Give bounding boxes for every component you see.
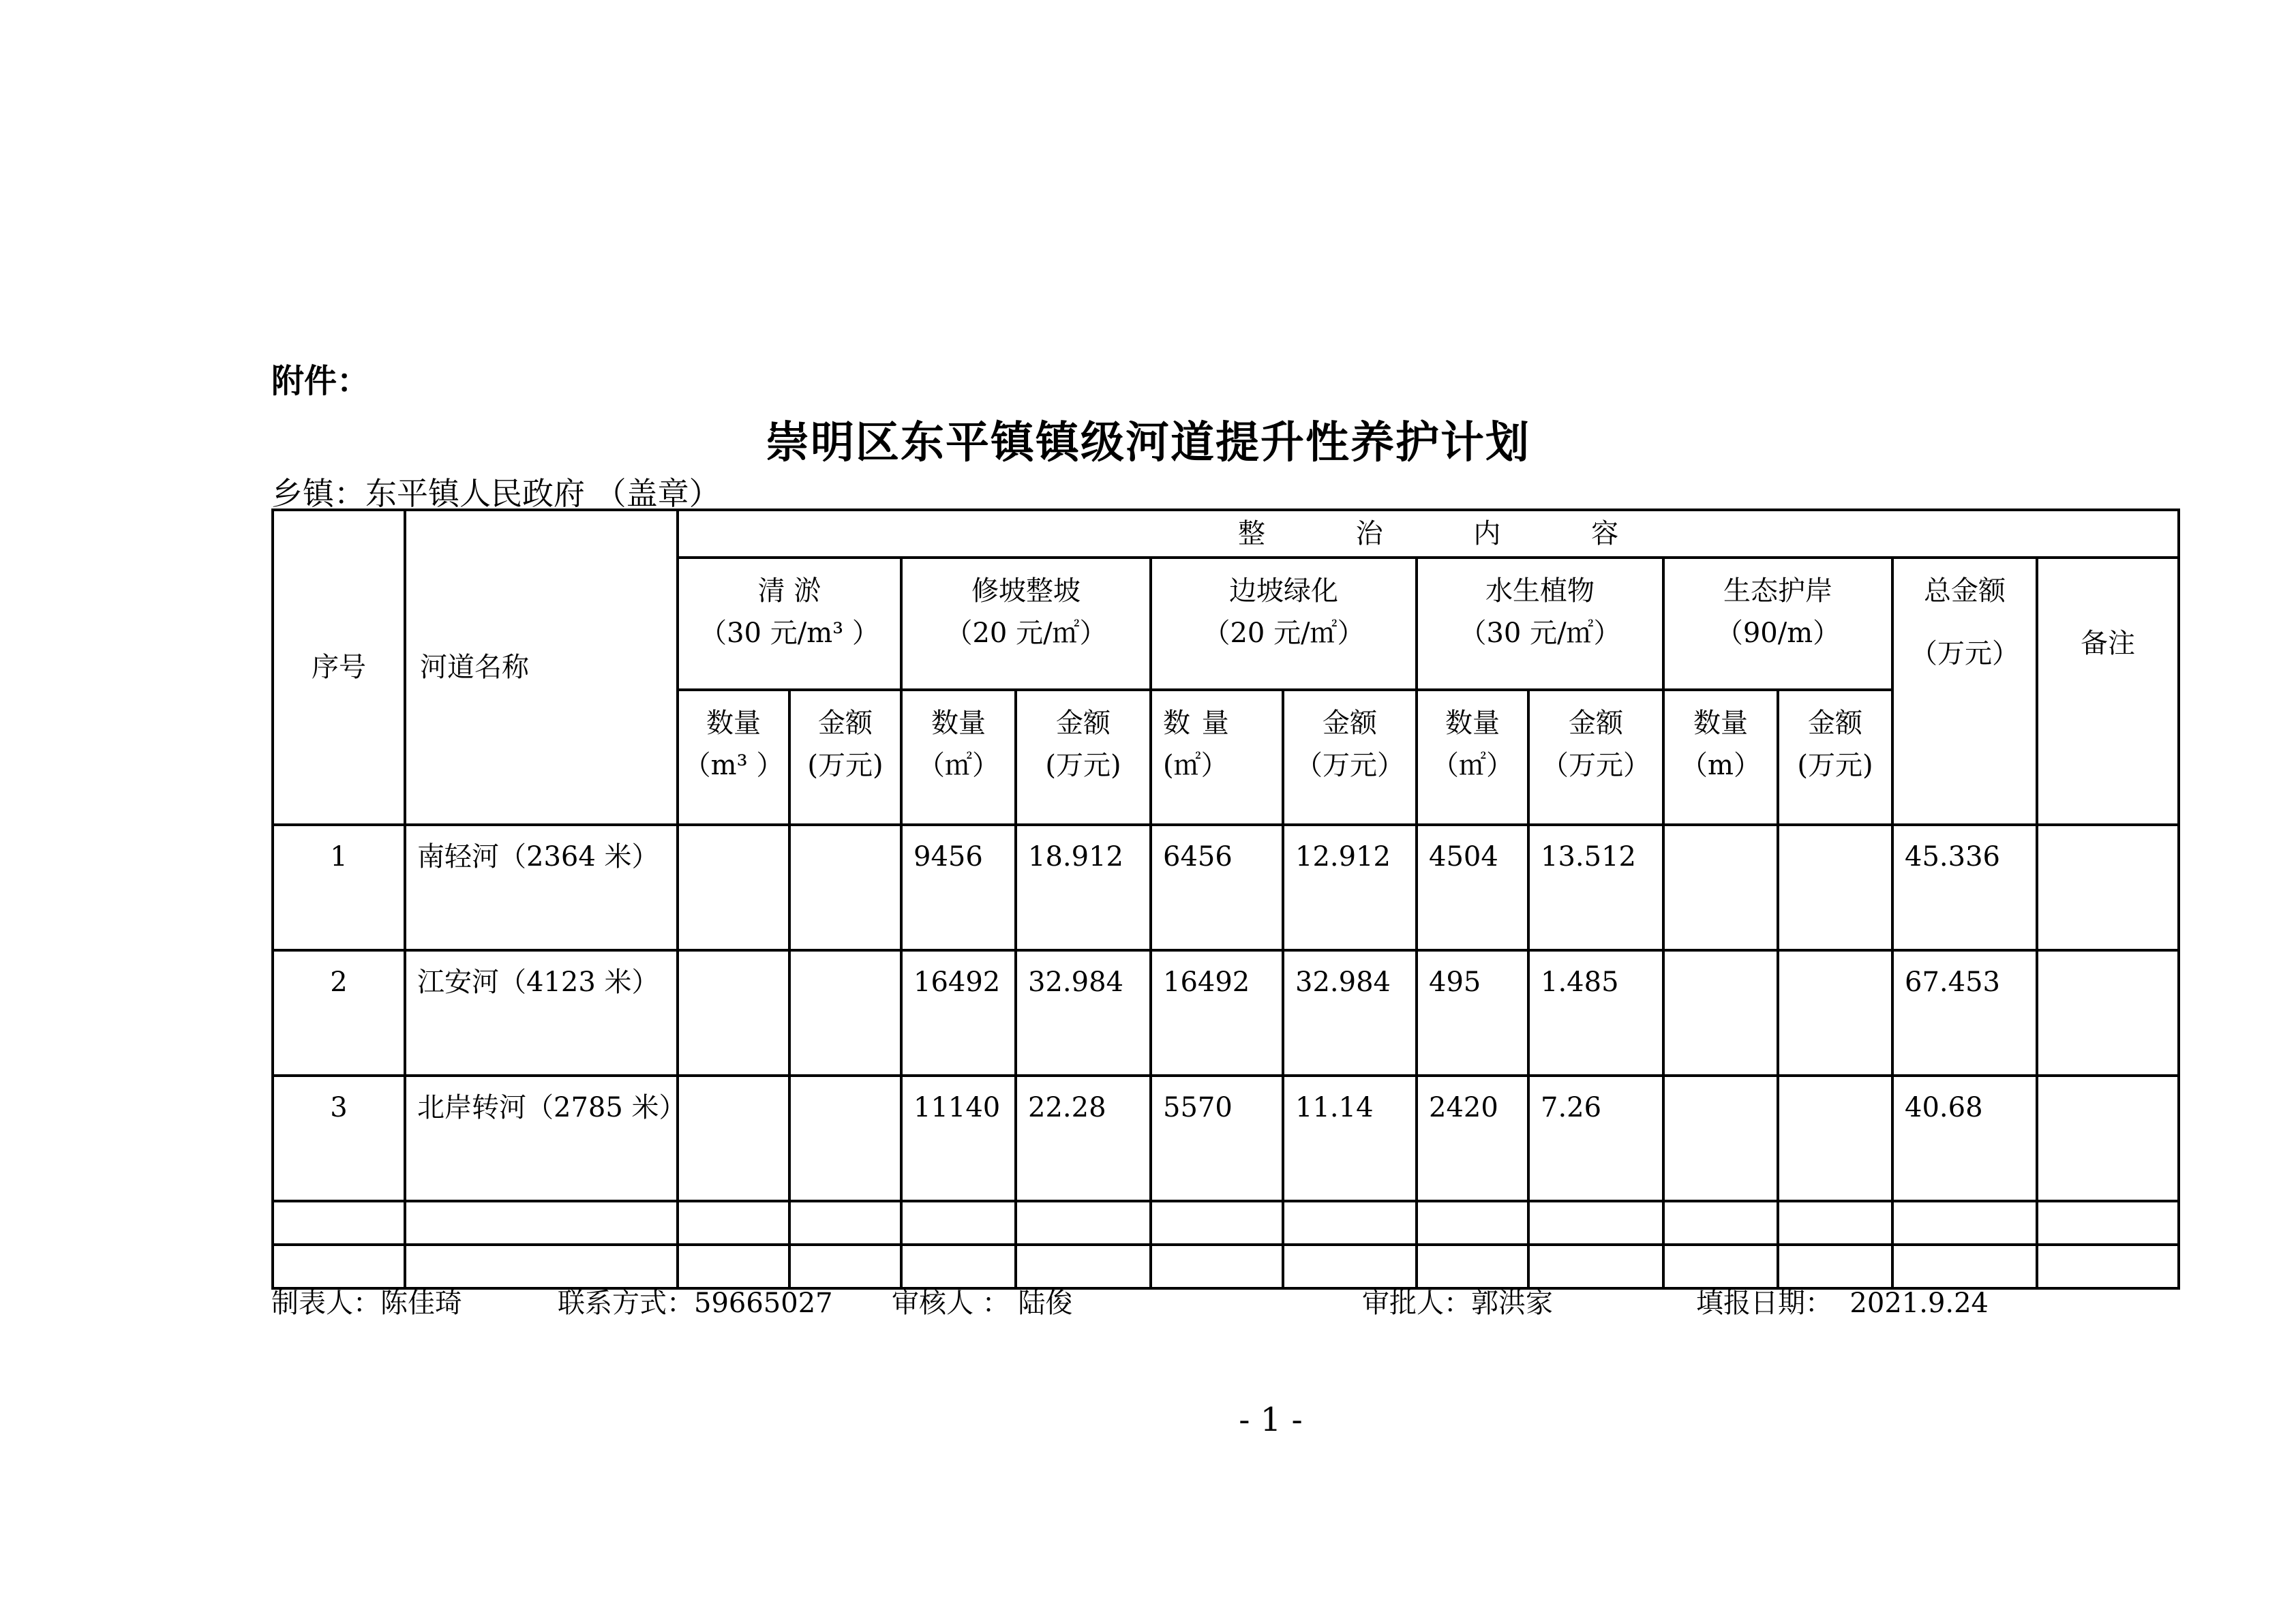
cell-slope-qty: 11140: [901, 1076, 1016, 1201]
header-amount: 金额 (万元): [1778, 690, 1892, 825]
cell-revetment-qty: [1663, 950, 1778, 1076]
header-amount: 金额 (万元): [1016, 690, 1151, 825]
header-qty: 数量 （㎡）: [1417, 690, 1528, 825]
header-dredging: 清 淤 （30 元/m³ ）: [678, 558, 901, 690]
cell-total-amount: 67.453: [1892, 950, 2037, 1076]
cell-slope-qty: 9456: [901, 825, 1016, 950]
cell-slope-amount: 22.28: [1016, 1076, 1151, 1201]
cell-dredge-qty: [678, 950, 789, 1076]
cell-aquatic-qty: 2420: [1417, 1076, 1528, 1201]
header-amount: 金额 （万元）: [1283, 690, 1417, 825]
town-name: 东平镇人民政府: [365, 475, 595, 512]
cell-revetment-qty: [1663, 825, 1778, 950]
attachment-label: 附件：: [271, 362, 370, 400]
cell-aquatic-qty: 4504: [1417, 825, 1528, 950]
cell-notes: [2037, 825, 2179, 950]
maintenance-plan-table: [271, 509, 2180, 1290]
cell-river-name: 江安河（4123 米）: [405, 950, 678, 1076]
approver: 审批人：郭洪家: [1362, 1288, 1553, 1319]
page-number: - 1 -: [1239, 1401, 1303, 1439]
cell-greening-amount: 11.14: [1283, 1076, 1417, 1201]
town-label: 乡镇：: [271, 475, 365, 512]
cell-greening-amount: 12.912: [1283, 825, 1417, 950]
header-total-amount: 总金额 （万元）: [1892, 558, 2037, 825]
cell-river-name: 北岸转河（2785 米）: [405, 1076, 678, 1201]
cell-revetment-amount: [1778, 1076, 1892, 1201]
cell-seq: 1: [273, 825, 405, 950]
cell-total-amount: 45.336: [1892, 825, 2037, 950]
cell-slope-qty: 16492: [901, 950, 1016, 1076]
header-amount: 金额 (万元): [789, 690, 901, 825]
document-title: 崇明区东平镇镇级河道提升性养护计划: [766, 417, 1530, 468]
cell-revetment-amount: [1778, 825, 1892, 950]
header-notes: 备注: [2037, 558, 2179, 825]
table-row: [273, 1076, 2179, 1201]
table-maker: 制表人：陈佳琦: [271, 1288, 462, 1319]
header-aquatic-plants: 水生植物 （30 元/㎡）: [1417, 558, 1663, 690]
table-row: [273, 950, 2179, 1076]
cell-greening-qty: 16492: [1151, 950, 1283, 1076]
cell-aquatic-amount: 7.26: [1528, 1076, 1663, 1201]
header-qty: 数量 （㎡）: [901, 690, 1016, 825]
signature-footer: [271, 1281, 2177, 1322]
header-remediation-content: 整 治 内 容: [678, 510, 2179, 558]
empty-row: [273, 1201, 2179, 1245]
cell-revetment-amount: [1778, 950, 1892, 1076]
header-river-name: 河道名称: [405, 510, 678, 825]
header-amount: 金额 （万元）: [1528, 690, 1663, 825]
cell-river-name: 南轻河（2364 米）: [405, 825, 678, 950]
header-qty: 数量 （m³ ）: [678, 690, 789, 825]
cell-dredge-amount: [789, 950, 901, 1076]
cell-aquatic-amount: 1.485: [1528, 950, 1663, 1076]
cell-greening-qty: 5570: [1151, 1076, 1283, 1201]
contact-info: 联系方式：59665027: [558, 1288, 833, 1319]
cell-greening-amount: 32.984: [1283, 950, 1417, 1076]
header-qty: 数量 （m）: [1663, 690, 1778, 825]
header-ecological-revetment: 生态护岸 （90/m）: [1663, 558, 1892, 690]
header-seq: 序号: [273, 510, 405, 825]
cell-revetment-qty: [1663, 1076, 1778, 1201]
reviewer: 审核人 ： 陆俊: [892, 1288, 1073, 1319]
cell-greening-qty: 6456: [1151, 825, 1283, 950]
town-line: [271, 469, 721, 514]
cell-total-amount: 40.68: [1892, 1076, 2037, 1201]
cell-dredge-amount: [789, 825, 901, 950]
cell-seq: 3: [273, 1076, 405, 1201]
cell-dredge-qty: [678, 825, 789, 950]
cell-dredge-amount: [789, 1076, 901, 1201]
cell-aquatic-amount: 13.512: [1528, 825, 1663, 950]
header-slope-greening: 边坡绿化 （20 元/㎡）: [1151, 558, 1417, 690]
cell-notes: [2037, 1076, 2179, 1201]
cell-slope-amount: 18.912: [1016, 825, 1151, 950]
table-row: [273, 825, 2179, 950]
header-qty: 数 量 (㎡）: [1151, 690, 1283, 825]
seal-note: （盖章）: [594, 475, 721, 512]
header-slope-repair: 修坡整坡 （20 元/㎡）: [901, 558, 1151, 690]
report-date: 填报日期： 2021.9.24: [1696, 1288, 1989, 1319]
cell-aquatic-qty: 495: [1417, 950, 1528, 1076]
cell-notes: [2037, 950, 2179, 1076]
cell-dredge-qty: [678, 1076, 789, 1201]
cell-slope-amount: 32.984: [1016, 950, 1151, 1076]
cell-seq: 2: [273, 950, 405, 1076]
